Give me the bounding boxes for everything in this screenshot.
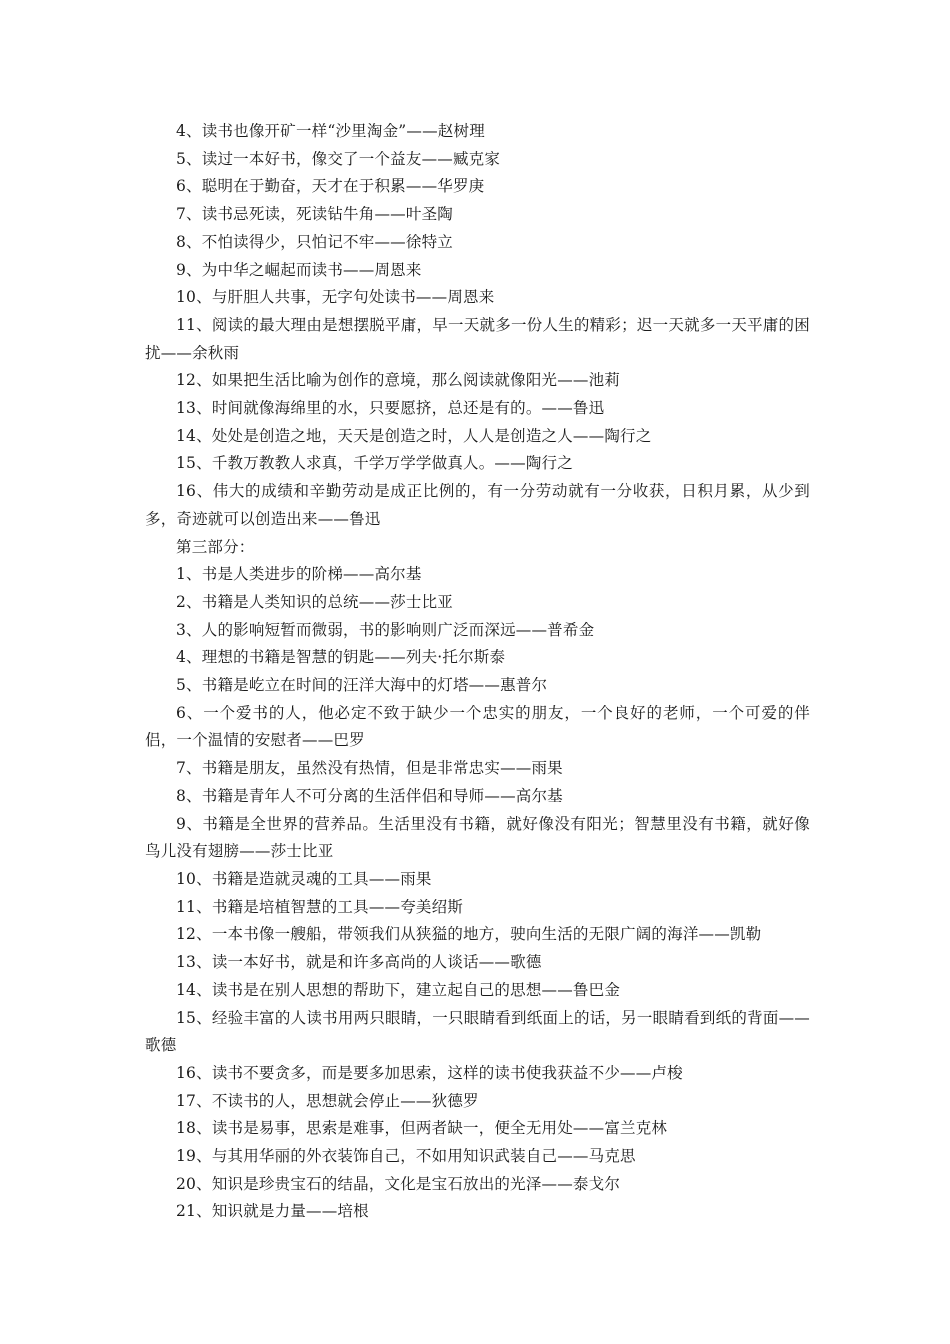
quote-line: 5、读过一本好书，像交了一个益友——臧克家 (176, 149, 501, 168)
quote-line: 4、理想的书籍是智慧的钥匙——列夫·托尔斯泰 (176, 648, 506, 667)
quote-line: 5、书籍是屹立在时间的汪洋大海中的灯塔——惠普尔 (176, 676, 548, 695)
quote-line: 10、书籍是造就灵魂的工具——雨果 (176, 869, 432, 888)
quote-line: 12、一本书像一艘船，带领我们从狭獈的地方，驶向生活的无限广阔的海洋——凯勒 (176, 925, 762, 944)
quote-line: 14、读书是在别人思想的帮助下，建立起自己的思想——鲁巴金 (176, 980, 621, 999)
quote-line: 11、书籍是培植智慧的工具——夸美绍斯 (176, 897, 464, 916)
quote-line: 8、书籍是青年人不可分离的生活伴侣和导师——高尔基 (176, 786, 563, 805)
quote-line: 9、书籍是全世界的营养品。生活里没有书籍，就好像没有阳光；智慧里没有书籍，就好像鸟儿没有翅膀——莎士比亚 (145, 814, 810, 861)
quote-line: 21、知识就是力量——培根 (176, 1202, 369, 1221)
quote-line: 9、为中华之崛起而读书——周恩来 (176, 260, 422, 279)
quote-line: 10、与肝胆人共事，无字句处读书——周恩来 (176, 288, 495, 307)
quote-line: 11、阅读的最大理由是想摆脱平庸，早一天就多一份人生的精彩；迟一天就多一天平庸的困扰——余秋雨 (145, 315, 810, 362)
quote-line: 14、处处是创造之地，天天是创造之时，人人是创造之人——陶行之 (176, 426, 652, 445)
quote-line: 15、千教万教教人求真，千学万学学做真人。——陶行之 (176, 454, 573, 473)
quote-line: 13、读一本好书，就是和许多高尚的人谈话——歌德 (176, 953, 542, 972)
quote-line: 19、与其用华丽的外衣装饰自己，不如用知识武装自己——马克思 (176, 1147, 636, 1166)
quote-line: 3、人的影响短暂而微弱，书的影响则广泛而深远——普希金 (176, 620, 595, 639)
quote-line: 12、如果把生活比喻为创作的意境，那么阅读就像阳光——池莉 (176, 371, 621, 390)
quote-line: 18、读书是易事，思索是难事，但两者缺一，便全无用处——富兰克林 (176, 1119, 668, 1138)
quote-line: 2、书籍是人类知识的总统——莎士比亚 (176, 592, 453, 611)
quote-line: 1、书是人类进步的阶梯——高尔基 (176, 565, 422, 584)
quote-line: 6、一个爱书的人，他必定不致于缺少一个忠实的朋友，一个良好的老师，一个可爱的伴侣，一个温情的安慰者——巴罗 (145, 703, 810, 750)
quote-line: 17、不读书的人，思想就会停止——狄德罗 (176, 1091, 479, 1110)
document-body (145, 118, 810, 1226)
quote-line: 16、伟大的成绩和辛勤劳动是成正比例的，有一分劳动就有一分收获，日积月累，从少到多，奇迹就可以创造出来——鲁迅 (145, 482, 810, 528)
section-heading: 第三部分： (176, 537, 255, 556)
quote-line: 6、聪明在于勤奋，天才在于积累——华罗庚 (176, 177, 485, 196)
quote-line: 16、读书不要贪多，而是要多加思索，这样的读书使我获益不少——卢梭 (176, 1063, 683, 1082)
quote-line: 7、书籍是朋友，虽然没有热情，但是非常忠实——雨果 (176, 759, 563, 778)
quote-line: 4、读书也像开矿一样“沙里淘金”——赵树理 (176, 122, 485, 140)
quote-line: 13、时间就像海绵里的水，只要愿挤，总还是有的。——鲁迅 (176, 399, 605, 418)
quote-line: 15、经验丰富的人读书用两只眼睛，一只眼睛看到纸面上的话，另一眼睛看到纸的背面——歌德 (145, 1008, 810, 1055)
quote-line: 20、知识是珍贵宝石的结晶，文化是宝石放出的光泽——泰戈尔 (176, 1174, 621, 1193)
quote-line: 8、不怕读得少，只怕记不牢——徐特立 (176, 232, 453, 251)
quote-line: 7、读书忌死读，死读钻牛角——叶圣陶 (176, 205, 453, 224)
